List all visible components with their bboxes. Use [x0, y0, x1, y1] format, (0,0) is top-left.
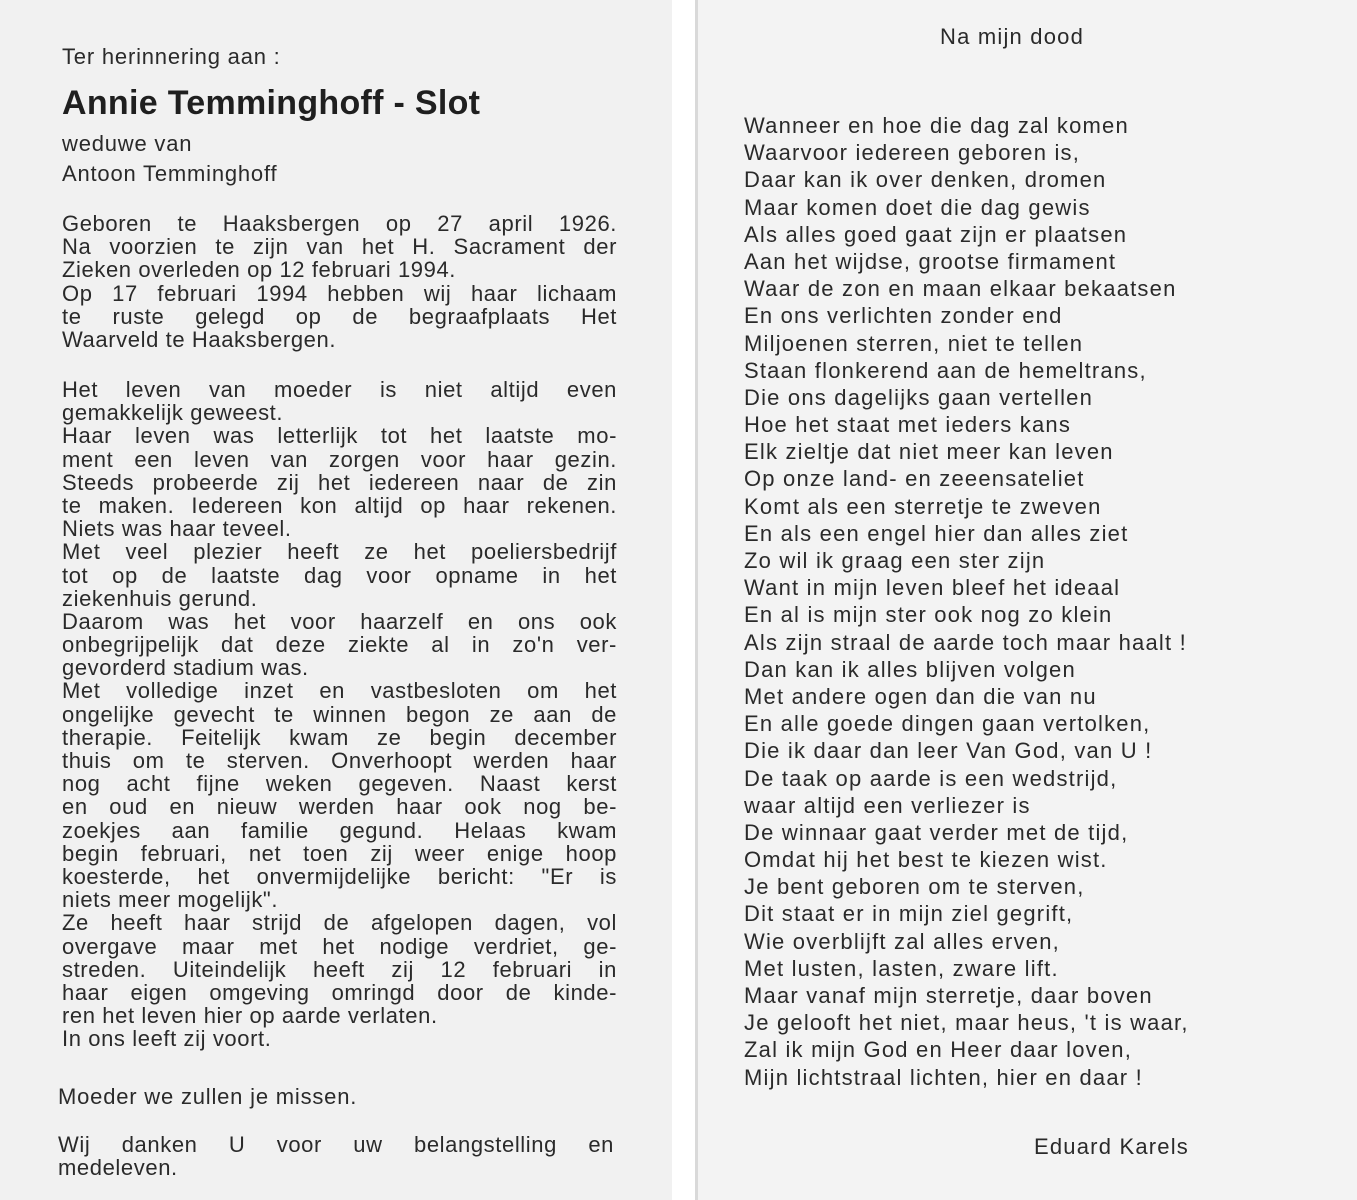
poem-line: Met lusten, lasten, zware lift. [744, 955, 1059, 981]
story-line: tot op de laatste dag voor opname in het [62, 562, 617, 588]
story-line: ment een leven van zorgen voor haar gezin. [62, 446, 617, 472]
card-separator [672, 0, 695, 1200]
story-line: ren het leven hier op aarde verlaten. [62, 1003, 438, 1029]
poem-line: Wanneer en hoe die dag zal komen [744, 113, 1129, 138]
story-line: Met veel plezier heeft ze het poeliersbedrijf [62, 539, 617, 565]
story-line: ongelijke gevecht te winnen begon ze aan de [62, 701, 617, 727]
poem-line: Zo wil ik graag een ster zijn [744, 548, 1046, 573]
story-line: nog acht fijne weken gegeven. Naast kerst [62, 771, 617, 797]
story-line: begin februari, net toen zij weer enige hoop [62, 840, 617, 866]
story-line: gevorderd stadium was. [62, 655, 309, 681]
story-line: Met volledige inzet en vastbesloten om het [62, 678, 617, 704]
poem-line: En al is mijn ster ook nog zo klein [744, 602, 1113, 628]
poem-line: Die ik daar dan leer Van God, van U ! [744, 738, 1153, 764]
poem-line: Als alles goed gaat zijn er plaatsen [744, 221, 1128, 247]
poem-line: Dit staat er in mijn ziel gegrift, [744, 901, 1074, 927]
poem-line: Omdat hij het best te kiezen wist. [744, 847, 1108, 873]
poem-line: De taak op aarde is een wedstrijd, [744, 765, 1118, 791]
poem-title: Na mijn dood [940, 24, 1085, 49]
poem-line: Je bent geboren om te sterven, [744, 874, 1085, 900]
poem-author: Eduard Karels [1034, 1134, 1190, 1159]
poem-line: Waar de zon en maan elkaar bekaatsen [744, 276, 1177, 302]
thanks-line: Wij danken U voor uw belangstelling en [58, 1132, 614, 1157]
story-line: koesterde, het onvermijdelijke bericht: "Er is [62, 863, 617, 889]
biography-line: Zieken overleden op 12 februari 1994. [62, 257, 457, 283]
story-line: Haar leven was letterlijk tot het laatste mo- [62, 423, 617, 449]
story-line: en oud en nieuw werden haar ook nog be- [62, 794, 617, 820]
story-line: therapie. Feitelijk kwam ze begin december [62, 724, 617, 750]
poem-line: Waarvoor iedereen geboren is, [744, 140, 1081, 166]
poem-line: Zal ik mijn God en Heer daar loven, [744, 1037, 1133, 1063]
biography-line: te ruste gelegd op de begraafplaats Het [62, 303, 617, 329]
poem-line: Op onze land- en zeeensateliet [744, 466, 1085, 492]
intro-text: Ter herinnering aan : [62, 44, 281, 69]
poem-line: Met andere ogen dan die van nu [744, 683, 1097, 709]
story-line: Het leven van moeder is niet altijd even [62, 377, 617, 402]
poem-line: Miljoenen sterren, niet te tellen [744, 330, 1084, 356]
poem-line: En ons verlichten zonder end [744, 303, 1063, 329]
poem-line: En als een engel hier dan alles ziet [744, 520, 1129, 546]
poem-line: Staan flonkerend aan de hemeltrans, [744, 357, 1147, 383]
story-line: onbegrijpelijk dat deze ziekte al in zo'n ver- [62, 632, 617, 658]
deceased-name: Annie Temminghoff - Slot [62, 84, 481, 122]
poem-line: En alle goede dingen gaan vertolken, [744, 711, 1151, 737]
biography-line: Op 17 februari 1994 hebben wij haar lichaam [62, 280, 617, 306]
story-line: Niets was haar teveel. [62, 516, 292, 542]
story-line: te maken. Iedereen kon altijd op haar rekenen. [62, 492, 617, 518]
widow-of-label: weduwe van [62, 131, 193, 156]
poem-line: Hoe het staat met ieders kans [744, 412, 1072, 438]
story-line: Daarom was het voor haarzelf en ons ook [62, 608, 617, 634]
poem-line: Komt als een sterretje te zweven [744, 493, 1102, 519]
thanks-block [58, 1133, 614, 1179]
story-line: niets meer mogelijk". [62, 887, 279, 913]
story-line: Steeds probeerde zij het iedereen naar de zin [62, 469, 617, 495]
poem-line: Daar kan ik over denken, dromen [744, 167, 1107, 193]
poem-line: Aan het wijdse, grootse firmament [744, 248, 1117, 274]
poem-line: Als zijn straal de aarde toch maar haalt ! [744, 629, 1187, 655]
poem-line: Dan kan ik alles blijven volgen [744, 656, 1076, 682]
poem-line: Want in mijn leven bleef het ideaal [744, 575, 1121, 601]
husband-name: Antoon Temminghoff [62, 161, 278, 186]
story-line: Ze heeft haar strijd de afgelopen dagen, vol [62, 910, 617, 936]
memorial-card-left [0, 0, 672, 1200]
biography-line: Waarveld te Haaksbergen. [62, 326, 337, 352]
story-line: haar eigen omgeving omringd door de kinde- [62, 979, 617, 1005]
poem-line: waar altijd een verliezer is [744, 792, 1031, 818]
poem-line: De winnaar gaat verder met de tijd, [744, 819, 1129, 845]
biography-line: Na voorzien te zijn van het H. Sacrament der [62, 234, 617, 260]
story-line: thuis om te sterven. Onverhoopt werden haar [62, 748, 617, 773]
poem-line: Wie overblijft zal alles erven, [744, 928, 1060, 954]
life-story-block [62, 378, 617, 1050]
poem-line: Elk zieltje dat niet meer kan leven [744, 439, 1114, 465]
story-line: zoekjes aan familie gegund. Helaas kwam [62, 817, 617, 843]
story-line: streden. Uiteindelijk heeft zij 12 februari in [62, 956, 617, 982]
thanks-line: medeleven. [58, 1155, 178, 1181]
biography-block [62, 212, 617, 351]
story-line: overgave maar met het nodige verdriet, ge- [62, 933, 617, 959]
biography-line: Geboren te Haaksbergen op 27 april 1926. [62, 211, 617, 236]
poem-line: Maar komen doet die dag gewis [744, 194, 1091, 220]
story-line: ziekenhuis gerund. [62, 585, 258, 611]
missing-you-text: Moeder we zullen je missen. [58, 1084, 358, 1109]
poem-line: Je gelooft het niet, maar heus, 't is waar, [744, 1010, 1189, 1036]
story-line: In ons leeft zij voort. [62, 1026, 272, 1052]
poem-line: Mijn lichtstraal lichten, hier en daar ! [744, 1064, 1143, 1090]
story-line: gemakkelijk geweest. [62, 400, 284, 426]
poem [744, 112, 1189, 1091]
poem-line: Maar vanaf mijn sterretje, daar boven [744, 983, 1153, 1008]
poem-line: Die ons dagelijks gaan vertellen [744, 384, 1094, 410]
